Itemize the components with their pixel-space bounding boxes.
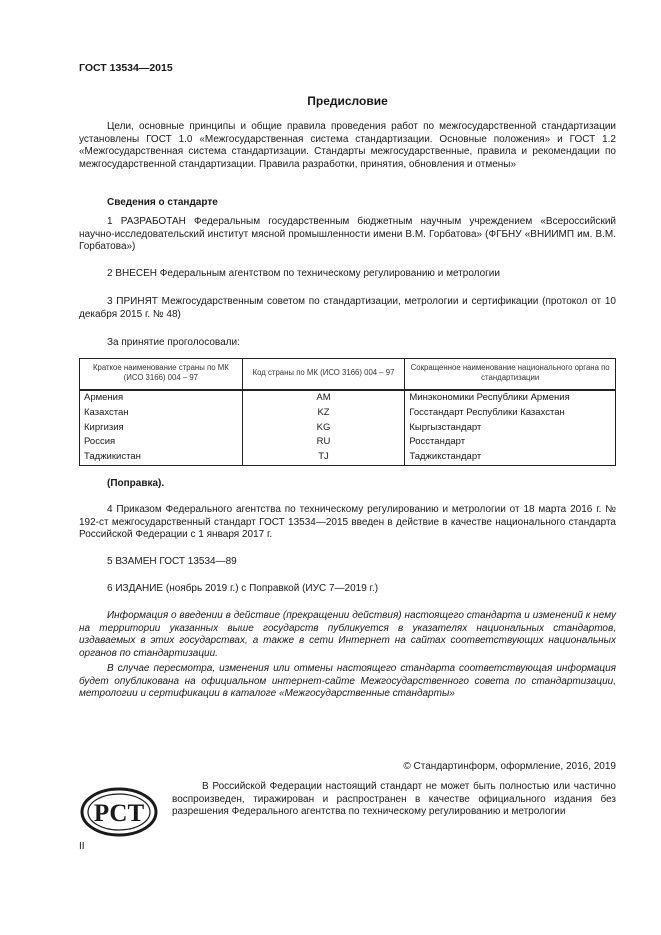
body-cell: Таджикстандарт — [405, 450, 616, 465]
code-cell: TJ — [242, 450, 405, 465]
body-cell: Росстандарт — [405, 435, 616, 450]
code-cell: KG — [242, 421, 405, 436]
country-cell: Таджикистан — [80, 450, 243, 465]
item-edition: 6 ИЗДАНИЕ (ноябрь 2019 г.) с Поправкой (ИУС 7—2019 г.) — [107, 583, 379, 594]
standard-designation: ГОСТ 13534—2015 — [79, 62, 173, 74]
about-standard-heading: Сведения о стандарте — [107, 197, 218, 208]
body-cell: Минэкономики Республики Армения — [405, 390, 616, 406]
body-cell: Госстандарт Республики Казахстан — [405, 406, 616, 421]
voting-table — [79, 358, 616, 466]
item-submitted: 2 ВНЕСЕН Федеральным агентством по техническому регулированию и метрологии — [107, 268, 500, 279]
intro-paragraph: Цели, основные принципы и общие правила проведения работ по межгосударственной стандартизации установлены ГОСТ 1.0 «Межгосударственная система стандартизации. Основные положения» и ГОСТ 1.2 «Межгосударственная система стандартизации. Стандарты межгосударственные, правила и рекомендации по межгосударственной стандартизации. Правила разработки, принятия, обновления и отмены» — [79, 121, 616, 170]
table-row — [80, 421, 616, 436]
info-paragraph-introduction: Информация о введении в действие (прекращении действия) настоящего стандарта и изменений к нему на территории указанных выше государств публикуется в указателях национальных стандартов, издаваемых в этих государствах, а также в сети Интернет на сайтах соответствующих национальных органов по стандартизации. — [79, 610, 616, 659]
amendment-note: (Поправка). — [107, 478, 165, 489]
item-developed: 1 РАЗРАБОТАН Федеральным государственным бюджетным научным учреждением «Всероссийский научно-исследовательский институт мясной промышленности имени В.М. Горбатова» (ФГБНУ «ВНИИМП им. В.М. Горбатова») — [79, 216, 616, 252]
table-row — [80, 406, 616, 421]
info-paragraph-revision: В случае пересмотра, изменения или отмены настоящего стандарта соответствующая информация будет опубликована на официальном интернет-сайте Межгосударственного совета по стандартизации, метрологии и сертификации в каталоге «Межгосударственные стандарты» — [79, 663, 616, 699]
body-cell: Кыргызстандарт — [405, 421, 616, 436]
country-cell: Армения — [80, 390, 243, 406]
page-title: Предисловие — [307, 94, 388, 108]
table-row — [80, 450, 616, 465]
table-row — [80, 390, 616, 406]
code-cell: AM — [242, 390, 405, 406]
item-replaces: 5 ВЗАМЕН ГОСТ 13534—89 — [107, 556, 237, 567]
column-header-body: Сокращенное наименование национального органа по стандартизации — [405, 359, 616, 391]
country-cell: Киргизия — [80, 421, 243, 436]
svg-text:РСТ: РСТ — [93, 800, 145, 827]
table-row — [80, 435, 616, 450]
reproduction-notice: В Российской Федерации настоящий стандарт не может быть полностью или частично воспроизведен, тиражирован и распространен в качестве официального издания без разрешения Федерального агентства по техническому регулированию и метрологии — [172, 781, 616, 817]
copyright-line: © Стандартинформ, оформление, 2016, 2019 — [403, 761, 616, 772]
column-header-country: Краткое наименование страны по МК (ИСО 3166) 004 – 97 — [80, 359, 243, 391]
country-cell: Казахстан — [80, 406, 243, 421]
item-enacted: 4 Приказом Федерального агентства по техническому регулированию и метрологии от 18 марта 2016 г. № 192-ст межгосударственный стандарт ГОСТ 13534—2015 введен в действие в качестве национального стандарта Российской Федерации с 1 января 2017 г. — [79, 504, 616, 540]
vote-label: За принятие проголосовали: — [107, 337, 240, 348]
country-cell: Россия — [80, 435, 243, 450]
item-adopted: 3 ПРИНЯТ Межгосударственным советом по стандартизации, метрологии и сертификации (протокол от 10 декабря 2015 г. № 48) — [79, 296, 616, 320]
table-header-row — [80, 359, 616, 391]
rst-certification-mark-icon — [79, 786, 161, 843]
code-cell: RU — [242, 435, 405, 450]
page-number: II — [79, 841, 85, 852]
column-header-code: Код страны по МК (ИСО 3166) 004 – 97 — [242, 359, 405, 391]
code-cell: KZ — [242, 406, 405, 421]
